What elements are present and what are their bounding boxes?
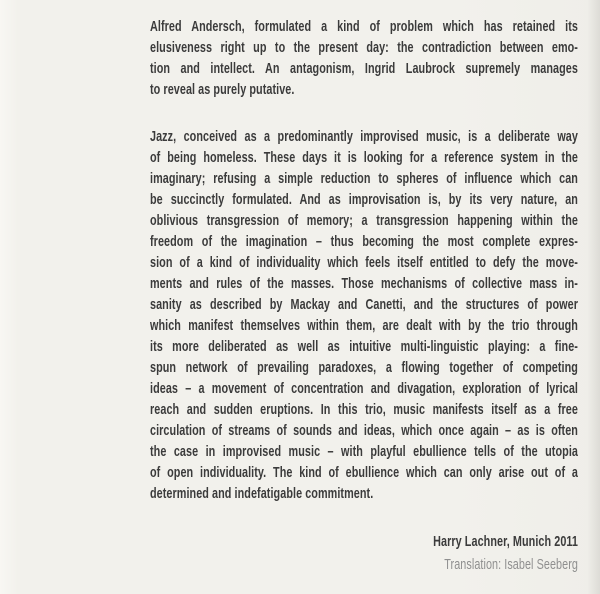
paragraphs-container <box>150 16 578 504</box>
text-line: which manifest themselves within them, are dealt with by the trio through <box>150 317 578 334</box>
text-line: of being homeless. These days it is looking for a reference system in the <box>150 149 578 166</box>
text-line: sion of a kind of individuality which feels itself entitled to defy the move- <box>150 254 578 271</box>
text-line: its more deliberated as well as intuitive multi-linguistic playing: a fine- <box>150 338 578 355</box>
text-line: elusiveness right up to the present day: the contradiction between emo- <box>150 39 578 56</box>
author-credit: Harry Lachner, Munich 2011 <box>433 533 578 550</box>
paragraph <box>150 126 578 504</box>
text-line: of open individuality. The kind of ebullience which can only arise out of a <box>150 464 578 481</box>
text-line: circulation of streams of sounds and ideas, which once again – as is often <box>150 422 578 439</box>
text-line: ideas – a movement of concentration and divagation, exploration of lyrical <box>150 380 578 397</box>
text-line: Jazz, conceived as a predominantly improvised music, is a deliberate way <box>150 128 578 145</box>
page-edge-shadow <box>587 0 600 594</box>
text-line: to reveal as purely putative. <box>150 81 295 98</box>
text-line: determined and indefatigable commitment. <box>150 485 374 502</box>
text-line: tion and intellect. An antagonism, Ingrid Laubrock supremely manages <box>150 60 578 77</box>
text-line: oblivious transgression of memory; a transgression happening within the <box>150 212 578 229</box>
text-line: imaginary; refusing a simple reduction to spheres of influence which can <box>150 170 578 187</box>
paragraph <box>150 16 578 100</box>
translation-credit: Translation: Isabel Seeberg <box>444 556 578 573</box>
liner-notes-text <box>150 16 578 576</box>
text-line: ments and rules of the masses. Those mechanisms of collective mass in- <box>150 275 578 292</box>
text-line: be succinctly formulated. And as improvisation is, by its very nature, an <box>150 191 578 208</box>
text-line: reach and sudden eruptions. In this trio, music manifests itself as a free <box>150 401 578 418</box>
signature-block <box>150 530 578 576</box>
text-line: freedom of the imagination – thus becoming the most complete expres- <box>150 233 578 250</box>
text-line: spun network of prevailing paradoxes, a flowing together of competing <box>150 359 578 376</box>
text-line: sanity as described by Mackay and Canetti, and the structures of power <box>150 296 578 313</box>
text-line: Alfred Andersch, formulated a kind of problem which has retained its <box>150 18 578 35</box>
text-line: the case in improvised music – with playful ebullience tells of the utopia <box>150 443 578 460</box>
